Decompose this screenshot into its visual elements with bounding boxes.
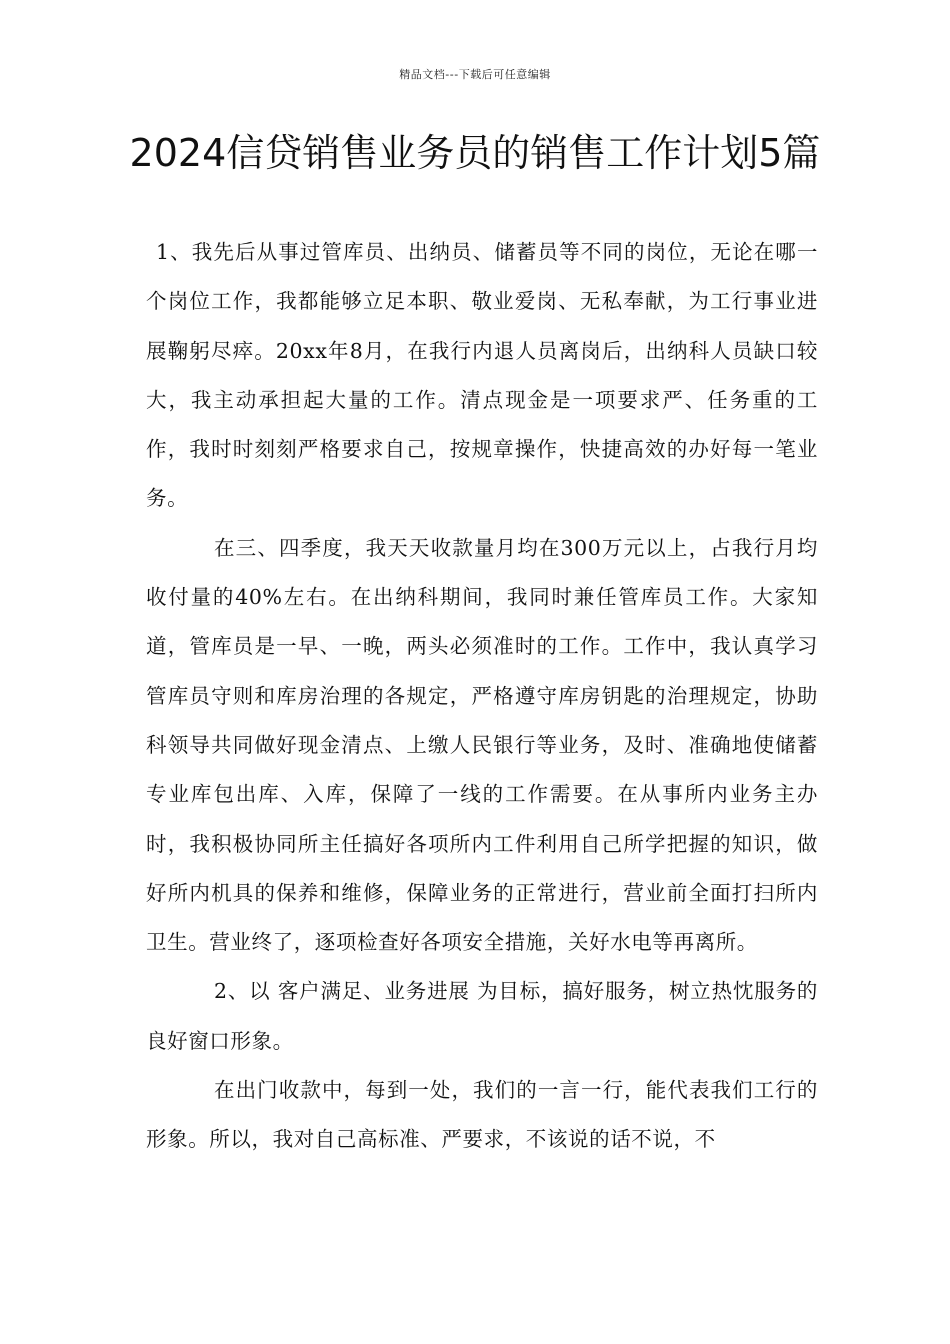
paragraph: 在三、四季度，我天天收款量月均在300万元以上，占我行月均收付量的40%左右。在出纳科期间，我同时兼任管库员工作。大家知道，管库员是一早、一晚，两头必须准时的工作。工作中，我认真学习管库员守则和库房治理的各规定，严格遵守库房钥匙的治理规定，协助科领导共同做好现金清点、上缴人民银行等业务，及时、准确地使储蓄专业库包出库、入库，保障了一线的工作需要。在从事所内业务主办时，我积极协同所主任搞好各项所内工件利用自己所学把握的知识，做好所内机具的保养和维修，保障业务的正常进行，营业前全面打扫所内卫生。营业终了，逐项检查好各项安全措施，关好水电等再离所。: [146, 535, 818, 955]
document-title: 2024信贷销售业务员的销售工作计划5篇: [129, 131, 821, 175]
paragraph: 2、以 客户满足、业务进展 为目标，搞好服务，树立热忱服务的良好窗口形象。: [146, 979, 818, 1053]
paragraph: 1、我先后从事过管库员、出纳员、储蓄员等不同的岗位，无论在哪一个岗位工作，我都能够立足本职、敬业爱岗、无私奉献，为工行事业进展鞠躬尽瘁。20xx年8月，在我行内退人员离岗后，出纳科人员缺口较大，我主动承担起大量的工作。清点现金是一项要求严、任务重的工作，我时时刻刻严格要求自己，按规章操作，快捷高效的办好每一笔业务。: [146, 240, 818, 511]
document-body: [146, 228, 818, 1165]
paragraph: 在出门收款中，每到一处，我们的一言一行，能代表我们工行的形象。所以，我对自己高标准、严要求，不该说的话不说，不: [146, 1078, 818, 1152]
header-note: 精品文档---下载后可任意编辑: [399, 68, 551, 81]
